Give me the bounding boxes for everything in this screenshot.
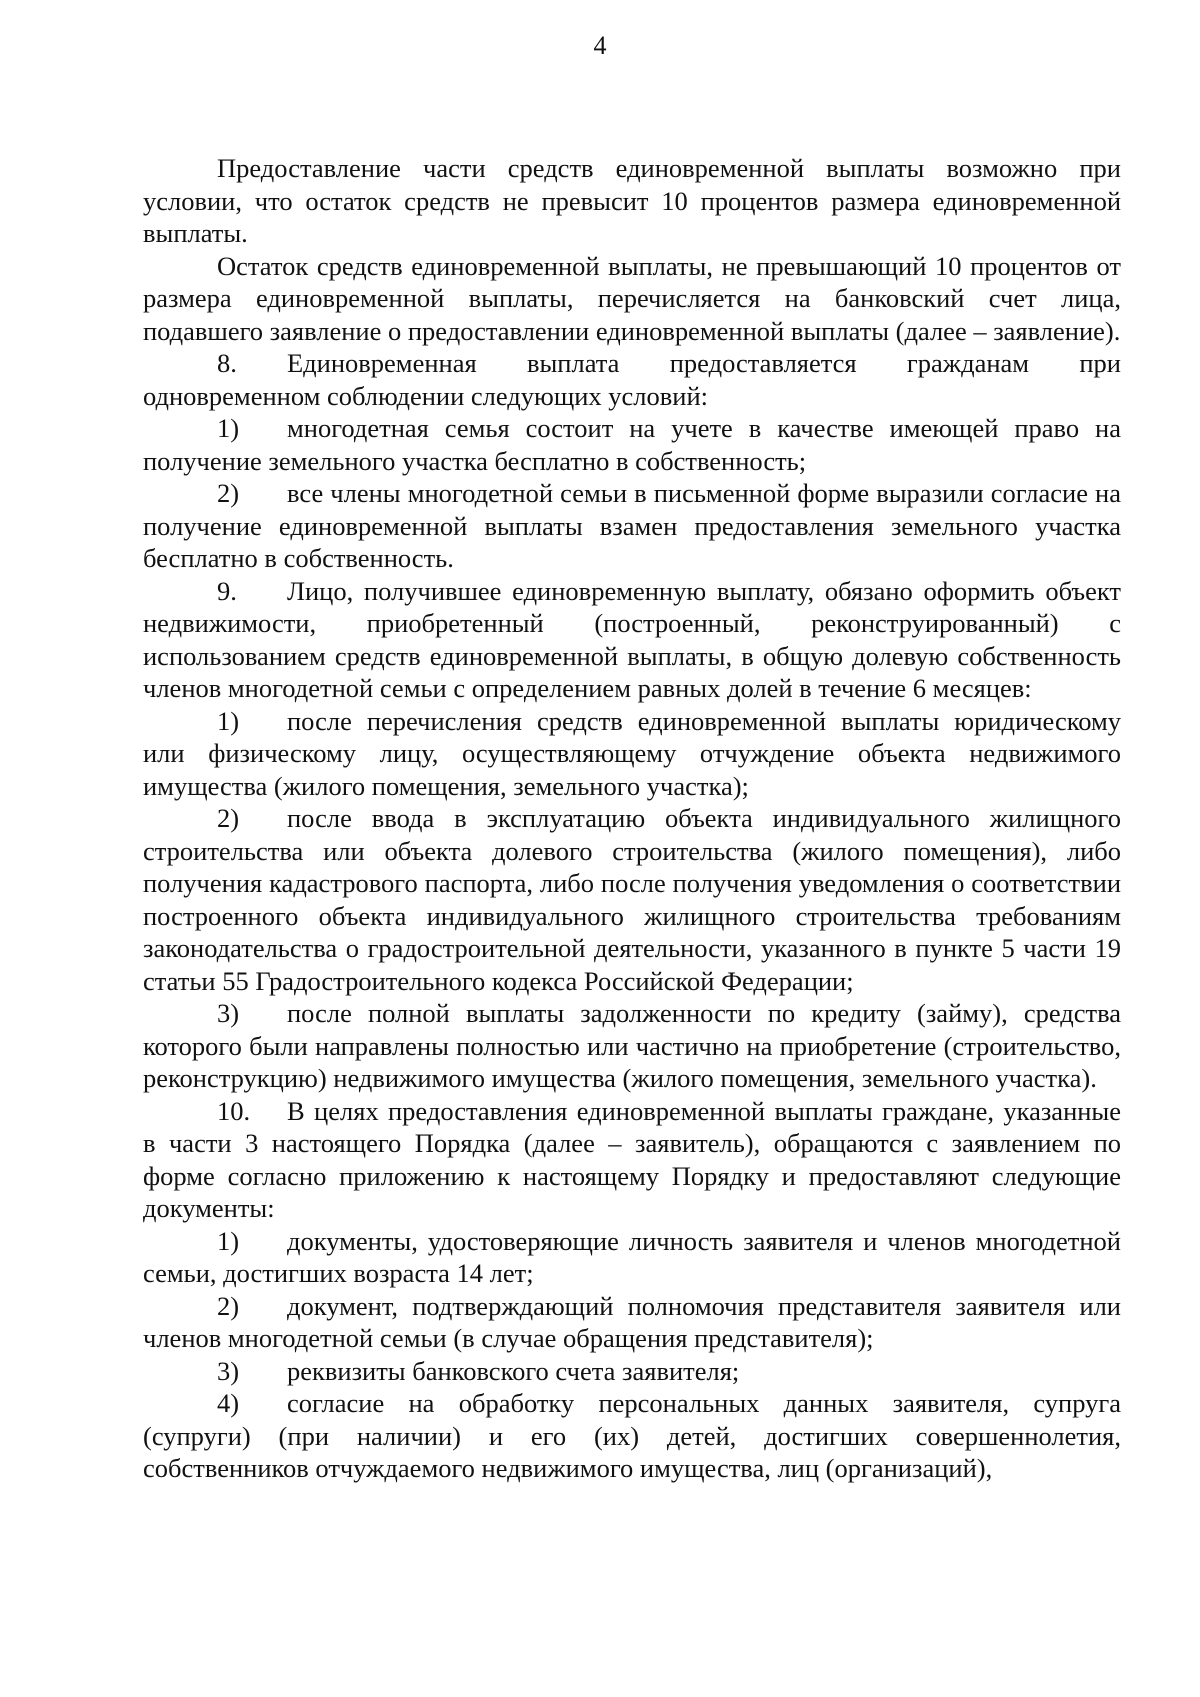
paragraph-text: после полной выплаты задолженности по кредиту (займу), средства которого были направлены полностью или частично на приобретение (строительство, реконструкцию) недвижимого имущества (жилого помещения, земельного участка). (143, 998, 1121, 1093)
paragraph-marker: 1) (217, 1225, 240, 1256)
paragraph (143, 575, 1121, 705)
paragraph-text: после ввода в эксплуатацию объекта индивидуального жилищного строительства или объекта долевого строительства (жилого помещения), либо получения кадастрового паспорта, либо после получения уведомления о соответствии построенного объекта индивидуального жилищного строительства требованиям законодательства о градостроительной деятельности, указанного в пункте 5 части 19 статьи 55 Градостроительного кодекса Российской Федерации; (143, 803, 1121, 996)
paragraph-marker: 10. (217, 1095, 251, 1126)
paragraph-marker: 2) (217, 803, 240, 833)
paragraph (143, 250, 1121, 348)
paragraph (143, 1225, 1121, 1290)
paragraph-text: Лицо, получившее единовременную выплату, обязано оформить объект недвижимости, приобретенный (построенный, реконструированный) с использованием средств единовременной выплаты, в общую долевую собственность членов многодетной семьи с определением равных долей в течение 6 месяцев: (143, 575, 1121, 703)
paragraph-marker: 2) (217, 478, 240, 508)
paragraph-marker: 4) (217, 1388, 240, 1418)
paragraph-marker: 9. (217, 575, 237, 606)
paragraph (143, 477, 1121, 575)
document-body (143, 152, 1121, 1485)
paragraph-text: после перечисления средств единовременной выплаты юридическому или физическому лицу, осуществляющему отчуждение объекта недвижимого имущества (жилого помещения, земельного участка); (143, 705, 1121, 801)
paragraph (143, 705, 1121, 803)
paragraph-marker: 3) (217, 1355, 240, 1386)
paragraph (143, 1355, 1121, 1388)
paragraph-marker: 2) (217, 1290, 240, 1321)
page-number: 4 (593, 31, 607, 60)
paragraph-marker: 1) (217, 705, 240, 736)
paragraph-text: Остаток средств единовременной выплаты, не превышающий 10 процентов от размера единовременной выплаты, перечисляется на банковский счет лица, подавшего заявление о предоставлении единовременной выплаты (далее – заявление). (143, 250, 1121, 346)
paragraph (143, 1095, 1121, 1225)
paragraph (143, 997, 1121, 1095)
paragraph-text: согласие на обработку персональных данных заявителя, супруга (супруги) (при наличии) и его (их) детей, достигших совершеннолетия, собственников отчуждаемого недвижимого имущества, лиц (организаций), (143, 1388, 1121, 1483)
paragraph-text: документы, удостоверяющие личность заявителя и членов многодетной семьи, достигших возраста 14 лет; (143, 1225, 1121, 1288)
paragraph-text: В целях предоставления единовременной выплаты граждане, указанные в части 3 настоящего Порядка (далее – заявитель), обращаются с заявлением по форме согласно приложению к настоящему Порядку и предоставляют следующие документы: (143, 1095, 1121, 1223)
paragraph-text: многодетная семья состоит на учете в качестве имеющей право на получение земельного участка бесплатно в собственность; (143, 413, 1121, 476)
paragraph (143, 1387, 1121, 1485)
paragraph-text: документ, подтверждающий полномочия представителя заявителя или членов многодетной семьи (в случае обращения представителя); (143, 1290, 1121, 1353)
paragraph (143, 412, 1121, 477)
paragraph (143, 347, 1121, 412)
paragraph-text: все члены многодетной семьи в письменной форме выразили согласие на получение единовременной выплаты взамен предоставления земельного участка бесплатно в собственность. (143, 478, 1121, 573)
paragraph-text: реквизиты банковского счета заявителя; (287, 1355, 740, 1386)
paragraph-marker: 1) (217, 413, 240, 443)
paragraph (143, 152, 1121, 250)
paragraph-marker: 8. (217, 348, 237, 378)
paragraph (143, 1290, 1121, 1355)
paragraph-text: Единовременная выплата предоставляется гражданам при одновременном соблюдении следующих условий: (143, 348, 1121, 411)
paragraph (143, 802, 1121, 997)
paragraph-text: Предоставление части средств единовременной выплаты возможно при условии, что остаток средств не превысит 10 процентов размера единовременной выплаты. (143, 153, 1121, 248)
paragraph-marker: 3) (217, 998, 240, 1028)
